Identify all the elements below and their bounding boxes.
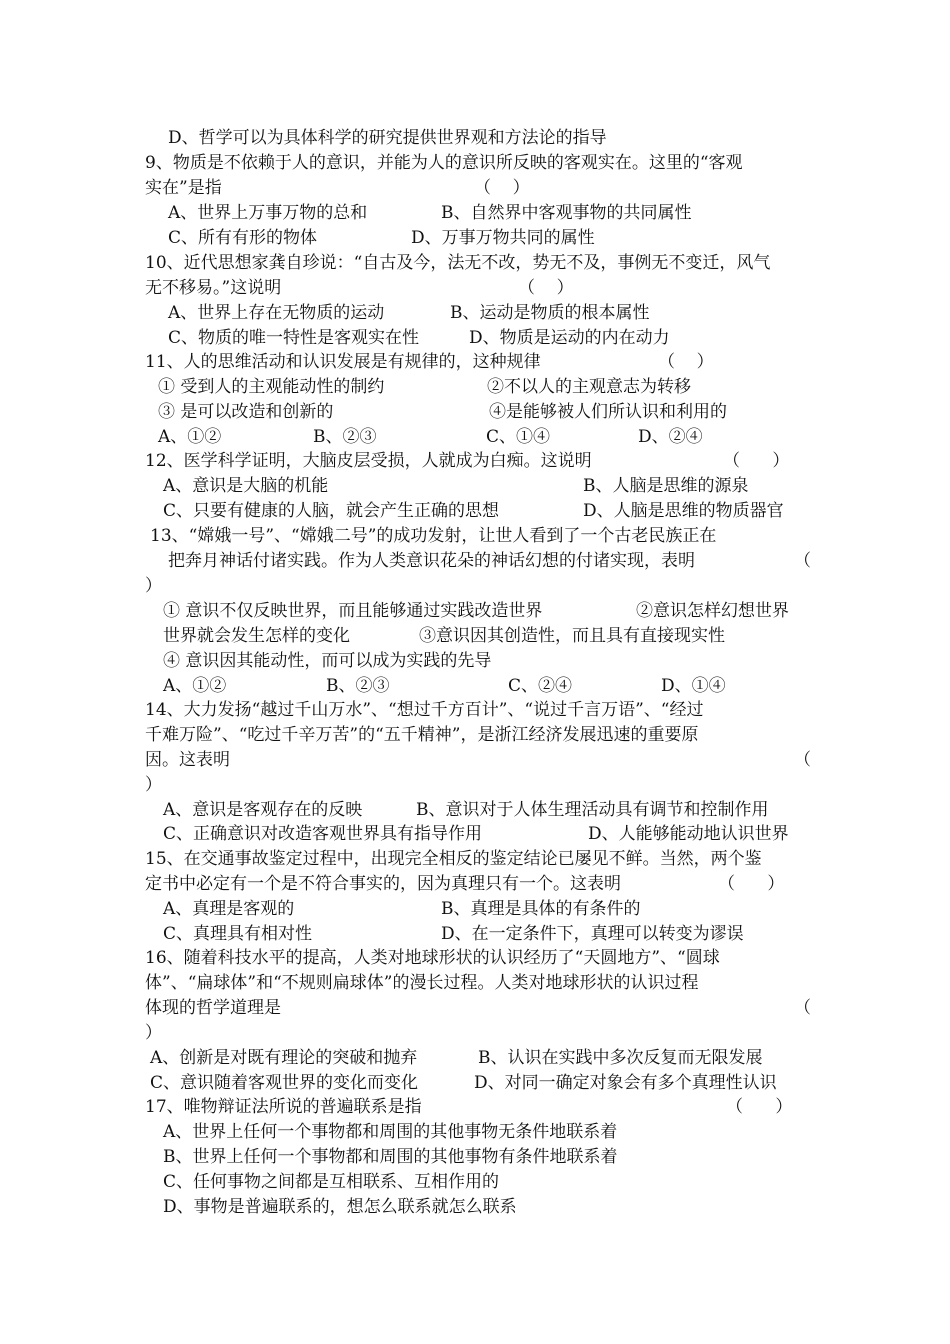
- q17-option-d: D、事物是普遍联系的，想怎么联系就怎么联系: [163, 1197, 517, 1217]
- q11-option-b: B、②③: [313, 427, 377, 447]
- q9-stem-line-2: 实在”是指: [145, 178, 222, 198]
- q10-answer-blank: （ ）: [518, 278, 574, 298]
- q17-option-c: C、任何事物之间都是互相联系、互相作用的: [163, 1172, 500, 1192]
- q11-option-a: A、①②: [158, 427, 222, 447]
- q17-option-b: B、世界上任何一个事物都和周围的其他事物有条件地联系着: [163, 1147, 618, 1167]
- q11-statement-4: ④是能够被人们所认识和利用的: [489, 402, 727, 422]
- q14-answer-close: ）: [145, 775, 162, 795]
- q13-stem-line-1: 13、“嫦娥一号”、“嫦娥二号”的成功发射，让世人看到了一个古老民族正在: [150, 526, 717, 546]
- q12-option-b: B、人脑是思维的源泉: [583, 476, 749, 496]
- q9-answer-blank: （ ）: [474, 178, 530, 198]
- q12-stem: 12、医学科学证明，大脑皮层受损，人就成为白痴。这说明: [145, 451, 592, 471]
- q16-answer-open: （: [794, 998, 811, 1018]
- q9-option-d: D、万事万物共同的属性: [411, 228, 595, 248]
- q12-option-c: C、只要有健康的人脑，就会产生正确的思想: [163, 501, 500, 521]
- q15-stem-line-1: 15、在交通事故鉴定过程中，出现完全相反的鉴定结论已屡见不鲜。当然，两个鉴: [145, 849, 762, 869]
- q17-answer-blank: （ ）: [726, 1097, 793, 1117]
- q14-stem-line-1: 14、大力发扬“越过千山万水”、“想过千方百计”、“说过千言万语”、“经过: [145, 700, 704, 720]
- q11-option-d: D、②④: [638, 427, 703, 447]
- q14-stem-line-3: 因。这表明: [145, 750, 230, 770]
- q14-option-a: A、意识是客观存在的反映: [163, 800, 363, 820]
- q13-statement-3: ③意识因其创造性，而且具有直接现实性: [419, 626, 725, 646]
- q13-answer-open: （: [794, 551, 811, 571]
- q16-stem-line-1: 16、随着科技水平的提高，人类对地球形状的认识经历了“天圆地方”、“圆球: [145, 948, 720, 968]
- q16-stem-line-2: 体”、“扁球体”和“不规则扁球体”的漫长过程。人类对地球形状的认识过程: [145, 973, 699, 993]
- q13-option-b: B、②③: [326, 676, 390, 696]
- q16-option-a: A、创新是对既有理论的突破和抛弃: [150, 1048, 418, 1068]
- q15-option-b: B、真理是具体的有条件的: [441, 899, 641, 919]
- q17-option-a: A、世界上任何一个事物都和周围的其他事物无条件地联系着: [163, 1122, 618, 1142]
- q13-option-d: D、①④: [661, 676, 726, 696]
- q13-statement-2-cont: 世界就会发生怎样的变化: [163, 626, 350, 646]
- q16-answer-close: ）: [145, 1023, 162, 1043]
- q11-option-c: C、①④: [486, 427, 551, 447]
- q13-option-c: C、②④: [508, 676, 573, 696]
- q14-option-d: D、人能够能动地认识世界: [588, 824, 789, 844]
- q9-option-a: A、世界上万事万物的总和: [168, 203, 368, 223]
- q11-statement-3: ③ 是可以改造和创新的: [158, 402, 334, 422]
- q15-option-c: C、真理具有相对性: [163, 924, 313, 944]
- q10-option-d: D、物质是运动的内在动力: [469, 328, 670, 348]
- q15-answer-blank: （ ）: [718, 874, 785, 894]
- q13-option-a: A、①②: [163, 676, 227, 696]
- q12-option-d: D、人脑是思维的物质器官: [583, 501, 784, 521]
- q16-option-c: C、意识随着客观世界的变化而变化: [150, 1073, 419, 1093]
- q15-option-d: D、在一定条件下，真理可以转变为谬误: [441, 924, 744, 944]
- q14-stem-line-2: 千难万险”、“吃过千辛万苦”的“五千精神”，是浙江经济发展迅速的重要原: [145, 725, 699, 745]
- q9-stem-line-1: 9、物质是不依赖于人的意识，并能为人的意识所反映的客观实在。这里的“客观: [145, 153, 743, 173]
- q10-stem-line-1: 10、近代思想家龚自珍说：“自古及今，法无不改，势无不及，事例无不变迁，风气: [145, 253, 771, 273]
- q10-stem-line-2: 无不移易。”这说明: [145, 278, 282, 298]
- q17-stem: 17、唯物辩证法所说的普遍联系是指: [145, 1097, 422, 1117]
- q14-option-b: B、意识对于人体生理活动具有调节和控制作用: [416, 800, 769, 820]
- q13-stem-line-2: 把奔月神话付诸实践。作为人类意识花朵的神话幻想的付诸实现，表明: [168, 551, 695, 571]
- q13-statement-2: ②意识怎样幻想世界: [636, 601, 789, 621]
- q14-answer-open: （: [794, 750, 811, 770]
- q12-answer-blank: （ ）: [723, 451, 790, 471]
- q16-option-d: D、对同一确定对象会有多个真理性认识: [474, 1073, 777, 1093]
- q13-answer-close: ）: [145, 576, 162, 596]
- q13-statement-1: ① 意识不仅反映世界，而且能够通过实践改造世界: [163, 601, 543, 621]
- q8-option-d: D、哲学可以为具体科学的研究提供世界观和方法论的指导: [168, 128, 607, 148]
- q13-statement-4: ④ 意识因其能动性，而可以成为实践的先导: [163, 651, 492, 671]
- q15-option-a: A、真理是客观的: [163, 899, 295, 919]
- q16-stem-line-3: 体现的哲学道理是: [145, 998, 281, 1018]
- q11-statement-2: ②不以人的主观意志为转移: [487, 377, 691, 397]
- q10-option-b: B、运动是物质的根本属性: [450, 303, 650, 323]
- q11-stem: 11、人的思维活动和认识发展是有规律的，这种规律: [145, 352, 541, 372]
- q16-option-b: B、认识在实践中多次反复而无限发展: [478, 1048, 763, 1068]
- q11-statement-1: ① 受到人的主观能动性的制约: [158, 377, 385, 397]
- q14-option-c: C、正确意识对改造客观世界具有指导作用: [163, 824, 483, 844]
- q9-option-b: B、自然界中客观事物的共同属性: [441, 203, 692, 223]
- q15-stem-line-2: 定书中必定有一个是不符合事实的，因为真理只有一个。这表明: [145, 874, 621, 894]
- q10-option-a: A、世界上存在无物质的运动: [168, 303, 385, 323]
- q10-option-c: C、物质的唯一特性是客观实在性: [168, 328, 420, 348]
- q12-option-a: A、意识是大脑的机能: [163, 476, 329, 496]
- q11-answer-blank: （ ）: [658, 352, 714, 372]
- q9-option-c: C、所有有形的物体: [168, 228, 318, 248]
